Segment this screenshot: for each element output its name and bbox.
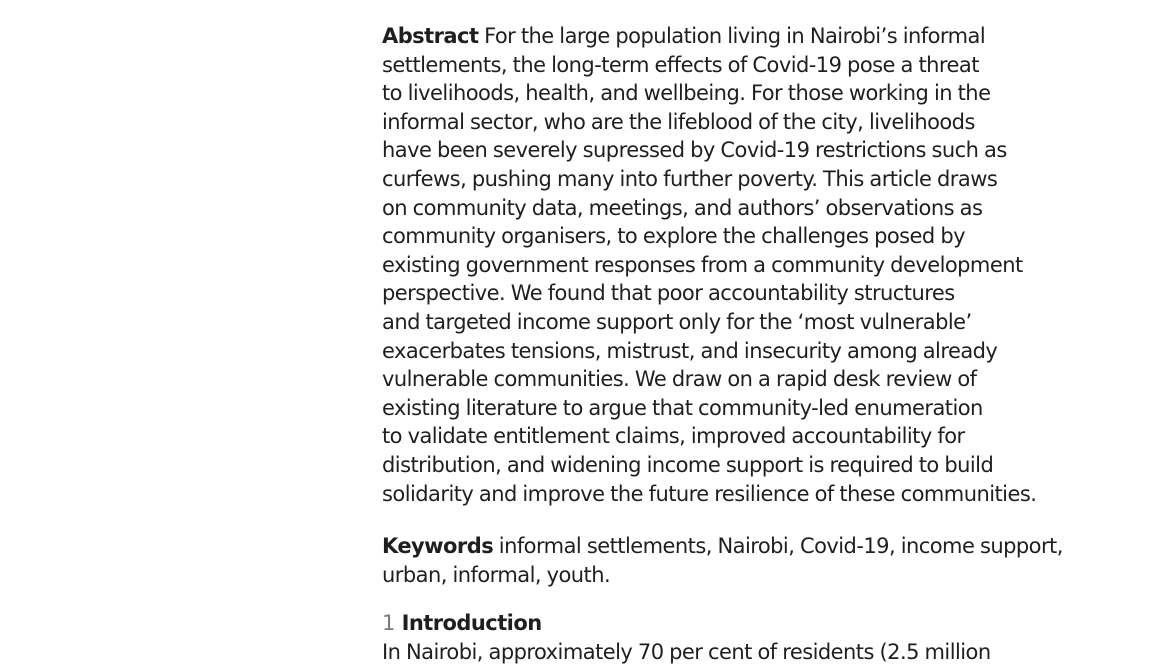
abstract-line: to validate entitlement claims, improved accountability for [382, 424, 965, 449]
abstract-line: community organisers, to explore the challenges posed by [382, 224, 965, 249]
abstract-line: vulnerable communities. We draw on a rapid desk review of [382, 367, 977, 392]
introduction-line: In Nairobi, approximately 70 per cent of residents (2.5 million [382, 639, 991, 664]
abstract-line: to livelihoods, health, and wellbeing. For those working in the [382, 81, 991, 106]
section-heading [382, 609, 1122, 638]
section-number: 1 [382, 611, 395, 636]
keywords-line: urban, informal, youth. [382, 562, 611, 587]
keywords-text: informal settlements, Nairobi, Covid-19, income support, [493, 534, 1063, 559]
abstract-line: perspective. We found that poor accountability structures [382, 281, 955, 306]
abstract-line: curfews, pushing many into further poverty. This article draws [382, 166, 998, 191]
abstract-line: exacerbates tensions, mistrust, and insecurity among already [382, 338, 998, 363]
abstract-line: solidarity and improve the future resilience of these communities. [382, 481, 1037, 506]
abstract-text: For the large population living in Nairobi’s informal [478, 24, 986, 48]
abstract-line: on community data, meetings, and authors’ observations as [382, 195, 983, 220]
abstract-label: Abstract [382, 24, 479, 48]
abstract-line: settlements, the long-term effects of Covid-19 pose a threat [382, 52, 979, 77]
keywords-line [382, 532, 1122, 561]
abstract-line: and targeted income support only for the ‘most vulnerable’ [382, 309, 972, 334]
keywords-paragraph [382, 532, 1122, 589]
abstract-line [382, 22, 1122, 51]
abstract-paragraph [382, 22, 1122, 508]
keywords-label: Keywords [382, 534, 494, 559]
abstract-line: have been severely supressed by Covid-19 restrictions such as [382, 138, 1007, 163]
abstract-line: informal sector, who are the lifeblood of the city, livelihoods [382, 109, 975, 134]
text-column [382, 22, 1122, 665]
introduction-paragraph [382, 638, 1122, 665]
abstract-line: existing literature to argue that community-led enumeration [382, 395, 983, 420]
section-title: Introduction [401, 611, 542, 636]
abstract-line: distribution, and widening income support is required to build [382, 452, 994, 477]
abstract-line: existing government responses from a community development [382, 252, 1023, 277]
